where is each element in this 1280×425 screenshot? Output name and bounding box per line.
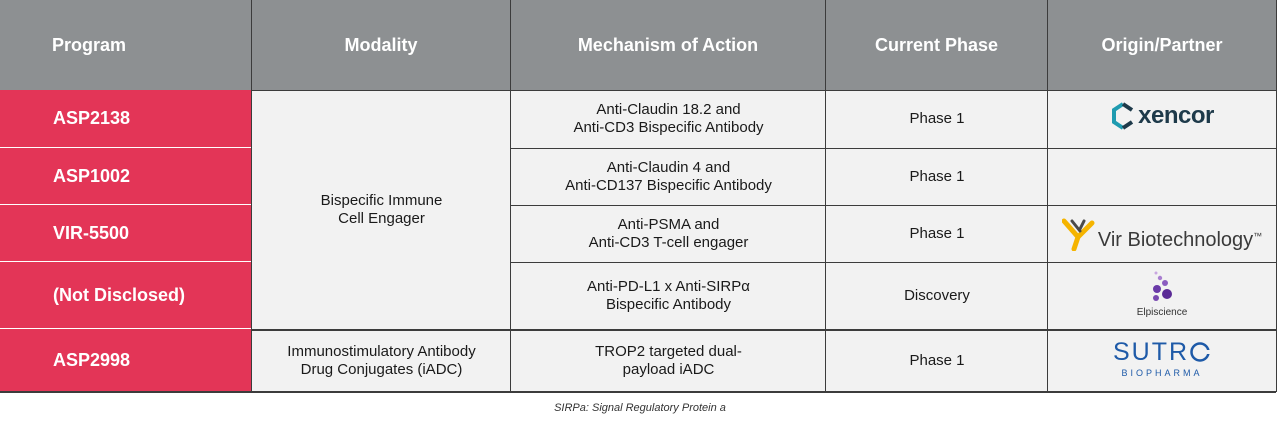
phase-cell: Phase 1 xyxy=(826,148,1048,205)
mechanism-cell: Anti-Claudin 18.2 and Anti-CD3 Bispecific Antibody xyxy=(511,90,826,148)
table-header-row xyxy=(0,0,1280,90)
program-cell: ASP2138 xyxy=(0,90,252,148)
sutro-wordmark: SUTR xyxy=(1112,338,1190,366)
partner-cell xyxy=(1048,148,1276,205)
grid-line xyxy=(1276,0,1277,392)
grid-line xyxy=(0,391,1276,393)
partner-cell xyxy=(1048,205,1276,262)
partner-cell xyxy=(1048,262,1276,329)
program-cell: ASP1002 xyxy=(0,148,252,205)
footnote: SIRPa: Signal Regulatory Protein a xyxy=(554,402,726,414)
partner-cell xyxy=(1048,90,1276,148)
grid-line xyxy=(511,262,1276,263)
vir-wordmark: Vir Biotechnology xyxy=(1097,228,1254,251)
sutro-wordmark-row xyxy=(1113,339,1211,365)
elpiscience-mark-icon xyxy=(1147,270,1177,302)
modality-cell: Immunostimulatory Antibody Drug Conjugates (iADC) xyxy=(252,329,511,392)
phase-cell: Discovery xyxy=(826,262,1048,329)
grid-line xyxy=(252,90,1276,91)
phase-cell: Phase 1 xyxy=(826,205,1048,262)
header-program: Program xyxy=(0,0,252,90)
vir-mark-icon xyxy=(1062,217,1096,251)
header-phase: Current Phase xyxy=(826,0,1048,90)
vir-trademark: ™ xyxy=(1253,230,1263,241)
xencor-logo xyxy=(1110,102,1214,130)
xencor-mark-icon xyxy=(1110,102,1136,130)
partner-cell xyxy=(1048,329,1276,392)
grid-line xyxy=(251,0,252,392)
phase-cell: Phase 1 xyxy=(826,90,1048,148)
grid-line xyxy=(510,0,511,392)
elpiscience-wordmark: Elpiscience xyxy=(1136,306,1188,318)
header-mechanism: Mechanism of Action xyxy=(511,0,826,90)
elpiscience-logo xyxy=(1137,270,1188,322)
mechanism-cell: Anti-PSMA and Anti-CD3 T-cell engager xyxy=(511,205,826,262)
grid-line xyxy=(252,329,1276,331)
program-cell: VIR-5500 xyxy=(0,205,252,262)
header-origin: Origin/Partner xyxy=(1048,0,1276,90)
vir-logo xyxy=(1062,217,1262,251)
grid-line xyxy=(1047,0,1048,392)
sutro-subtitle: BIOPHARMA xyxy=(1121,368,1203,378)
program-cell: ASP2998 xyxy=(0,329,252,392)
sutro-o-icon xyxy=(1189,341,1211,363)
modality-cell: Bispecific Immune Cell Engager xyxy=(252,90,511,329)
sutro-logo xyxy=(1113,339,1211,382)
grid-line xyxy=(825,0,826,392)
phase-cell: Phase 1 xyxy=(826,329,1048,392)
xencor-wordmark: xencor xyxy=(1138,102,1214,129)
mechanism-cell: TROP2 targeted dual- payload iADC xyxy=(511,329,826,392)
mechanism-cell: Anti-PD-L1 x Anti-SIRPα Bispecific Antibody xyxy=(511,262,826,329)
program-cell: (Not Disclosed) xyxy=(0,262,252,329)
grid-line xyxy=(511,148,1276,149)
mechanism-cell: Anti-Claudin 4 and Anti-CD137 Bispecific Antibody xyxy=(511,148,826,205)
grid-line xyxy=(511,205,1276,206)
header-modality: Modality xyxy=(252,0,511,90)
